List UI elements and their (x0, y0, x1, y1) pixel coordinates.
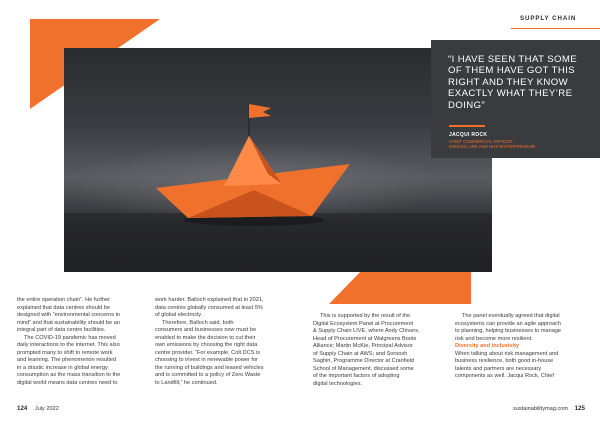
body-text-line: talents and partners are necessary (455, 365, 542, 372)
body-text-line: to planning, helping businesses to manage (455, 328, 562, 335)
body-text-line: Alliance; Martin McKie, Principal Advisor (313, 343, 413, 350)
body-text-line: Head of Procurement at Walgreens Boots (313, 335, 417, 342)
pull-quote-attribution-role (449, 139, 535, 150)
body-text-line: School of Management, discussed some (313, 365, 414, 372)
body-text-line: consumers and businesses now must be (155, 327, 257, 334)
body-text-line: business resilience, both good in-house (455, 358, 554, 365)
body-text-line: of the important factors of adopting (313, 373, 400, 380)
body-text-line: The COVID-19 pandemic has moved (24, 334, 116, 341)
role-line-2: MISSING LINK AND NHS ENTREPRENEUR (449, 144, 535, 150)
body-text-line: work harder. Balloch explained that in 2021, (155, 297, 264, 303)
body-text-line: ecosystems can provide an agile approach (455, 320, 562, 327)
website-url: sustainabilitymag.com (513, 406, 569, 412)
body-text-line: Digital Ecosystem Panel at Procurement (313, 320, 414, 327)
body-text-line: explained that data centres should be (17, 304, 110, 311)
right-folio (513, 405, 585, 412)
body-text-line: to Landfill,” he continued. (155, 380, 218, 387)
body-text-line: daily interactions to the internet. This also (17, 342, 120, 349)
pull-quote-rule (449, 125, 485, 127)
body-text-line: digital world means data centres need to (17, 380, 118, 387)
body-text-line: digital technologies. (313, 380, 363, 387)
body-text-line: and learning. The phenomenon resulted (17, 357, 117, 364)
body-column-2 (155, 297, 264, 388)
body-text-line: integral part of data centre facilities. (17, 327, 106, 334)
right-page-number: 125 (574, 405, 585, 412)
body-text-line: and is committed to a policy of Zero Waste (155, 372, 261, 379)
body-text-line: centre provider. “For example, Colt DCS is (155, 349, 261, 356)
body-text-line: risk and become more resilient. (455, 335, 533, 342)
body-text-line: own emissions by choosing the right data (155, 342, 258, 349)
body-text-line: The panel eventually agreed that digital (462, 313, 560, 319)
body-text-line: mind” and that sustainability should be an (17, 319, 120, 326)
issue-date: July 2022 (34, 406, 59, 412)
left-folio (17, 405, 59, 412)
body-text-line: the running of buildings and leased vehicles (155, 364, 264, 371)
body-text-line: of Supply Chain at AWS; and Soroosh (313, 350, 408, 357)
pull-quote-attribution-name: JACQUI ROCK (449, 132, 488, 138)
body-text-line: Saghiri, Programme Director at Cranfield (313, 358, 415, 365)
left-page-number: 124 (17, 405, 28, 412)
body-column-3 (313, 313, 420, 388)
body-column-1 (17, 297, 120, 388)
body-text-line: choosing to invest in renewable power for (155, 357, 258, 364)
section-rule (511, 28, 600, 29)
body-text-line: enabled to make the decision to cut their (155, 334, 256, 341)
body-text-line: When talking about risk management and (455, 350, 559, 357)
body-column-4 (455, 313, 561, 381)
body-text-line: consumption as the mass transition to the (17, 372, 121, 379)
body-text-line: data centres globally consumed at least 5% (155, 304, 263, 311)
section-label: SUPPLY CHAIN (520, 15, 577, 22)
body-text-line: of global electricity. (155, 312, 203, 319)
body-text-line: prompted many to shift to remote work (17, 349, 113, 356)
body-text-line: designed with “environmental concerns in (17, 312, 120, 319)
role-line-1: CHIEF COMMERCIAL OFFICER, (449, 139, 514, 144)
body-text-line: This is supported by the result of the (320, 313, 411, 319)
body-text-line: components as well. Jacqui Rock, Chief (455, 373, 554, 380)
section-subheading: Diversity and inclusivity (455, 343, 520, 350)
pull-quote-text: “I HAVE SEEN THAT SOME OF THEM HAVE GOT THIS RIGHT AND THEY KNOW EXACTLY WHAT THEY’RE DOING” (448, 54, 578, 111)
body-text-line: Therefore, Balloch said, both (162, 319, 234, 326)
paper-boat-photo (64, 48, 492, 272)
body-text-line: & Supply Chain LIVE, where Andy Chivers, (313, 328, 420, 335)
body-text-line: in a drastic increase in global energy (17, 364, 108, 371)
body-text-line: the entire operation chain”. He further (17, 297, 110, 303)
